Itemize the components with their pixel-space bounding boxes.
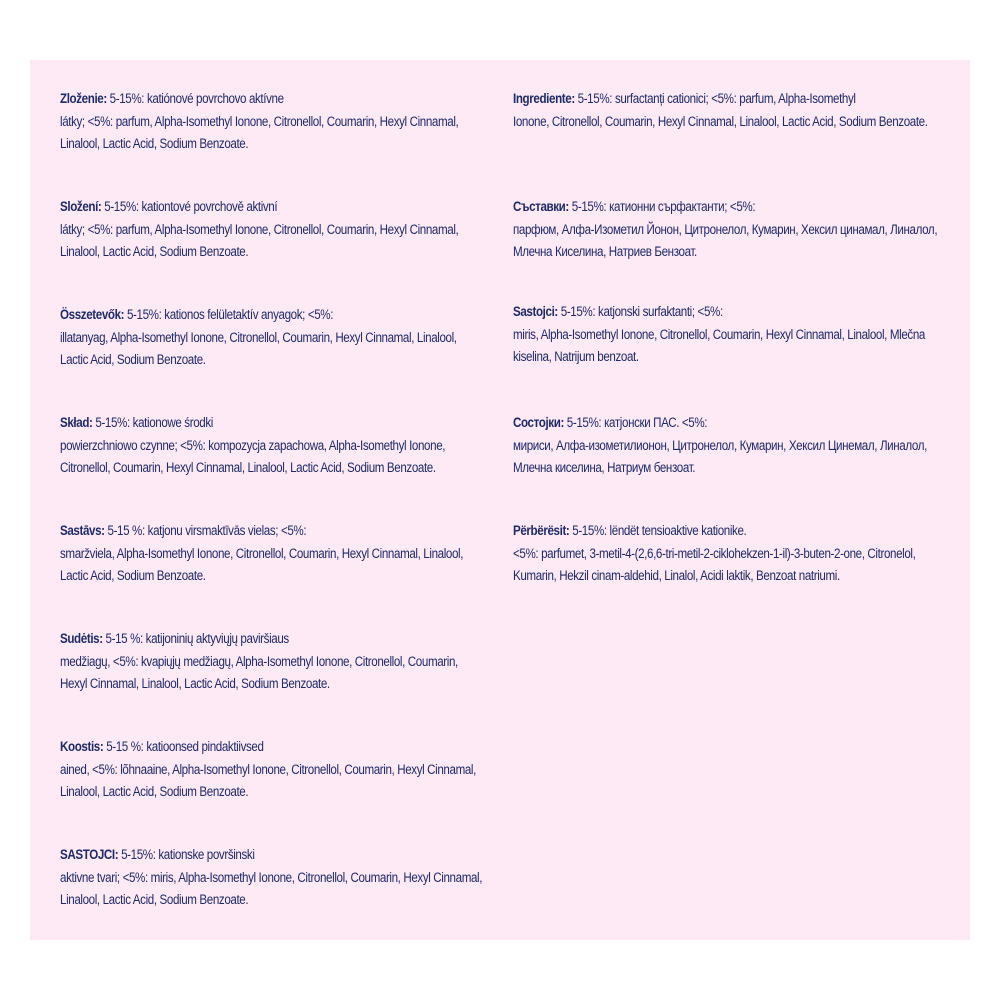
ingredients-line: illatanyag, Alpha-Isomethyl Ionone, Citronellol, Coumarin, Hexyl Cinnamal, Linalool, bbox=[60, 329, 457, 345]
ingredients-label: Skład: bbox=[60, 415, 93, 430]
ingredients-line: Ionone, Citronellol, Coumarin, Hexyl Cinnamal, Linalool, Lactic Acid, Sodium Benzoate. bbox=[513, 113, 928, 129]
ingredients-line: Zloženie: 5-15%: katiónové povrchovo aktívne bbox=[60, 91, 284, 106]
ingredients-line: Ingrediente: 5-15%: surfactanți cationici; <5%: parfum, Alpha-Isomethyl bbox=[513, 91, 856, 106]
ingredients-line: powierzchniowo czynne; <5%: kompozycja zapachowa, Alpha-Isomethyl Ionone, bbox=[60, 437, 446, 453]
ingredients-line: Složení: 5-15%: kationtové povrchově aktivní bbox=[60, 199, 278, 214]
ingredients-line: Съставки: 5-15%: катионни сърфактанти; <5%: bbox=[513, 199, 756, 214]
ingredients-line: Состојки: 5-15%: катјонски ПАС. <5%: bbox=[513, 415, 708, 430]
ingredients-label: Zloženie: bbox=[60, 91, 107, 106]
ingredients-line: мириси, Алфа-изометилионон, Цитронелол, Кумарин, Хексил Цинемал, Линалол, bbox=[513, 437, 927, 453]
ingredients-pl bbox=[60, 412, 445, 480]
ingredients-line: Hexyl Cinnamal, Linalool, Lactic Acid, Sodium Benzoate. bbox=[60, 676, 330, 691]
ingredients-sk bbox=[60, 88, 458, 156]
ingredients-label: Përbërësit: bbox=[513, 523, 570, 538]
ingredients-line: Млечна Киселина, Натриев Бензоат. bbox=[513, 244, 697, 259]
ingredients-line: парфюм, Алфа-Изометил Йонон, Цитронелол, Кумарин, Хексил цинамал, Линалол, bbox=[513, 221, 938, 237]
ingredients-line: Skład: 5-15%: kationowe środki bbox=[60, 415, 213, 430]
ingredients-lv bbox=[60, 520, 463, 588]
ingredients-label: Состојки: bbox=[513, 415, 564, 430]
ingredients-line: Citronellol, Coumarin, Hexyl Cinnamal, Linalool, Lactic Acid, Sodium Benzoate. bbox=[60, 460, 436, 475]
ingredients-line: medžiagų, <5%: kvapiųjų medžiagų, Alpha-Isomethyl Ionone, Citronellol, Coumarin, bbox=[60, 653, 458, 669]
ingredients-line: Linalool, Lactic Acid, Sodium Benzoate. bbox=[60, 892, 249, 907]
ingredients-label: Ingrediente: bbox=[513, 91, 575, 106]
ingredients-line: Kumarin, Hekzil cinam-aldehid, Linalol, Acidi laktik, Benzoat natriumi. bbox=[513, 568, 840, 583]
ingredients-label: SASTOJCI: bbox=[60, 847, 119, 862]
ingredients-sr bbox=[513, 301, 925, 369]
ingredients-label: Съставки: bbox=[513, 199, 569, 214]
ingredients-line: látky; <5%: parfum, Alpha-Isomethyl Ionone, Citronellol, Coumarin, Hexyl Cinnamal, bbox=[60, 113, 459, 129]
ingredients-cs bbox=[60, 196, 458, 264]
ingredients-sq bbox=[513, 520, 915, 588]
ingredients-label: Sastāvs: bbox=[60, 523, 105, 538]
ingredients-line: Lactic Acid, Sodium Benzoate. bbox=[60, 568, 206, 583]
ingredients-label: Összetevők: bbox=[60, 307, 125, 322]
ingredients-line: Összetevők: 5-15%: kationos felületaktív anyagok; <5%: bbox=[60, 307, 334, 322]
ingredients-bg bbox=[513, 196, 937, 264]
ingredients-ro bbox=[513, 88, 928, 133]
ingredients-line: <5%: parfumet, 3-metil-4-(2,6,6-tri-metil-2-ciklohekzen-1-il)-3-buten-2-one, Citronelol, bbox=[513, 545, 916, 561]
ingredients-line: Linalool, Lactic Acid, Sodium Benzoate. bbox=[60, 136, 249, 151]
ingredients-panel bbox=[30, 60, 970, 940]
ingredients-et bbox=[60, 736, 476, 804]
ingredients-line: Sastojci: 5-15%: katjonski surfaktanti; <5%: bbox=[513, 304, 723, 319]
ingredients-line: Lactic Acid, Sodium Benzoate. bbox=[60, 352, 206, 367]
ingredients-hu bbox=[60, 304, 457, 372]
ingredients-mk bbox=[513, 412, 927, 480]
ingredients-line: aktivne tvari; <5%: miris, Alpha-Isomethyl Ionone, Citronellol, Coumarin, Hexyl Cinnamal, bbox=[60, 869, 483, 885]
ingredients-line: smaržviela, Alpha-Isomethyl Ionone, Citronellol, Coumarin, Hexyl Cinnamal, Linalool, bbox=[60, 545, 464, 561]
ingredients-label: Složení: bbox=[60, 199, 102, 214]
ingredients-line: Përbërësit: 5-15%: lëndët tensioaktive kationike. bbox=[513, 523, 747, 538]
ingredients-line: Млечна киселина, Натриум бензоат. bbox=[513, 460, 696, 475]
ingredients-line: látky; <5%: parfum, Alpha-Isomethyl Ionone, Citronellol, Coumarin, Hexyl Cinnamal, bbox=[60, 221, 459, 237]
ingredients-line: Koostis: 5-15 %: katioonsed pindaktiivsed bbox=[60, 739, 264, 754]
ingredients-line: Sastāvs: 5-15 %: katjonu virsmaktīvās vielas; <5%: bbox=[60, 523, 307, 538]
ingredients-label: Sastojci: bbox=[513, 304, 558, 319]
ingredients-line: ained, <5%: lõhnaaine, Alpha-Isomethyl Ionone, Citronellol, Coumarin, Hexyl Cinnamal, bbox=[60, 761, 476, 777]
ingredients-line: miris, Alpha-Isomethyl Ionone, Citronellol, Coumarin, Hexyl Cinnamal, Linalool, Mlečna bbox=[513, 326, 925, 342]
ingredients-label: Koostis: bbox=[60, 739, 104, 754]
ingredients-line: SASTOJCI: 5-15%: kationske površinski bbox=[60, 847, 255, 862]
ingredients-line: Sudėtis: 5-15 %: katijoninių aktyviųjų paviršiaus bbox=[60, 631, 289, 646]
ingredients-line: Linalool, Lactic Acid, Sodium Benzoate. bbox=[60, 784, 249, 799]
ingredients-line: Linalool, Lactic Acid, Sodium Benzoate. bbox=[60, 244, 249, 259]
ingredients-hr bbox=[60, 844, 482, 912]
ingredients-line: kiselina, Natrijum benzoat. bbox=[513, 349, 639, 364]
ingredients-lt bbox=[60, 628, 458, 696]
ingredients-label: Sudėtis: bbox=[60, 631, 103, 646]
